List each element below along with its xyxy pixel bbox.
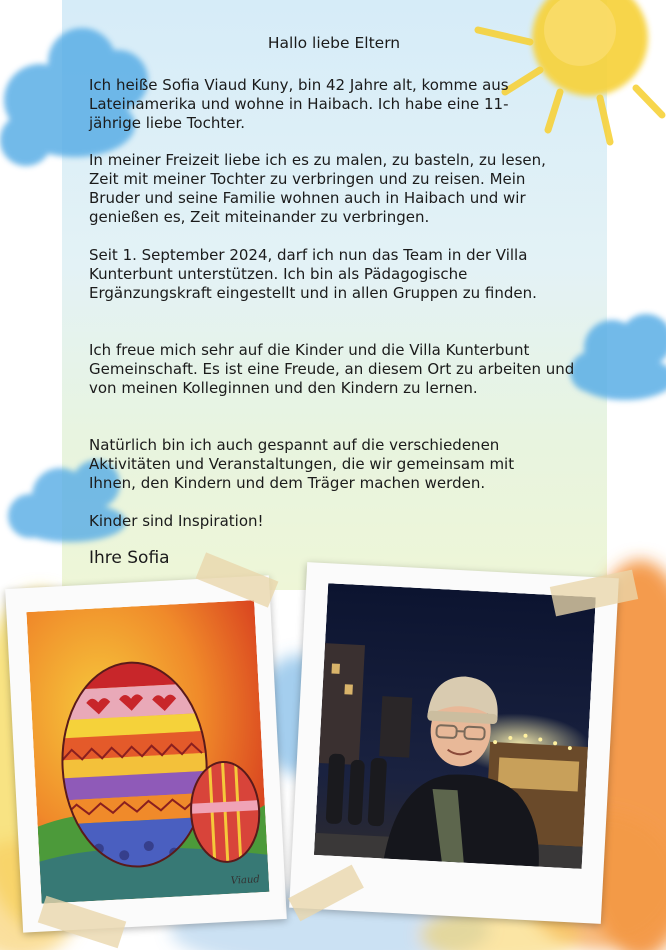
easter-egg-painting: [26, 600, 269, 904]
paragraph-motto: Kinder sind Inspiration!: [89, 512, 264, 530]
greeting: Hallo liebe Eltern: [267, 34, 401, 52]
paragraph-hobbies: In meiner Freizeit liebe ich es zu malen, zu basteln, zu lesen, Zeit mit meiner Tochter zu verbringen und zu reisen. Mein Bruder und seine Familie wohnen auch in Haibach und wir genießen es, Zeit miteinander zu verbringen.: [89, 151, 546, 226]
polaroid-portrait: [289, 562, 619, 924]
paragraph-joy: Ich freue mich sehr auf die Kinder und die Villa Kunterbunt Gemeinschaft. Es ist eine Freude, an diesem Ort zu arbeiten und von meinen Kolleginnen und den Kindern zu lernen.: [89, 341, 575, 397]
portrait-photo: [314, 583, 596, 869]
signature: Ihre Sofia: [89, 548, 170, 568]
paragraph-role: Seit 1. September 2024, darf ich nun das Team in der Villa Kunterbunt unterstützen. Ich bin als Pädagogische Ergänzungskraft eingestellt und in allen Gruppen zu finden.: [89, 246, 537, 302]
paragraph-activities: Natürlich bin ich auch gespannt auf die verschiedenen Aktivitäten und Veranstaltungen, die wir gemeinsam mit Ihnen, den Kindern und dem Träger machen werden.: [89, 436, 515, 492]
artist-signature: Viaud: [230, 874, 261, 887]
paragraph-intro: Ich heiße Sofia Viaud Kuny, bin 42 Jahre alt, komme aus Lateinamerika und wohne in Haibach. Ich habe eine 11-jährige liebe Tochter.: [89, 76, 509, 132]
polaroid-easter-egg: [5, 575, 287, 932]
